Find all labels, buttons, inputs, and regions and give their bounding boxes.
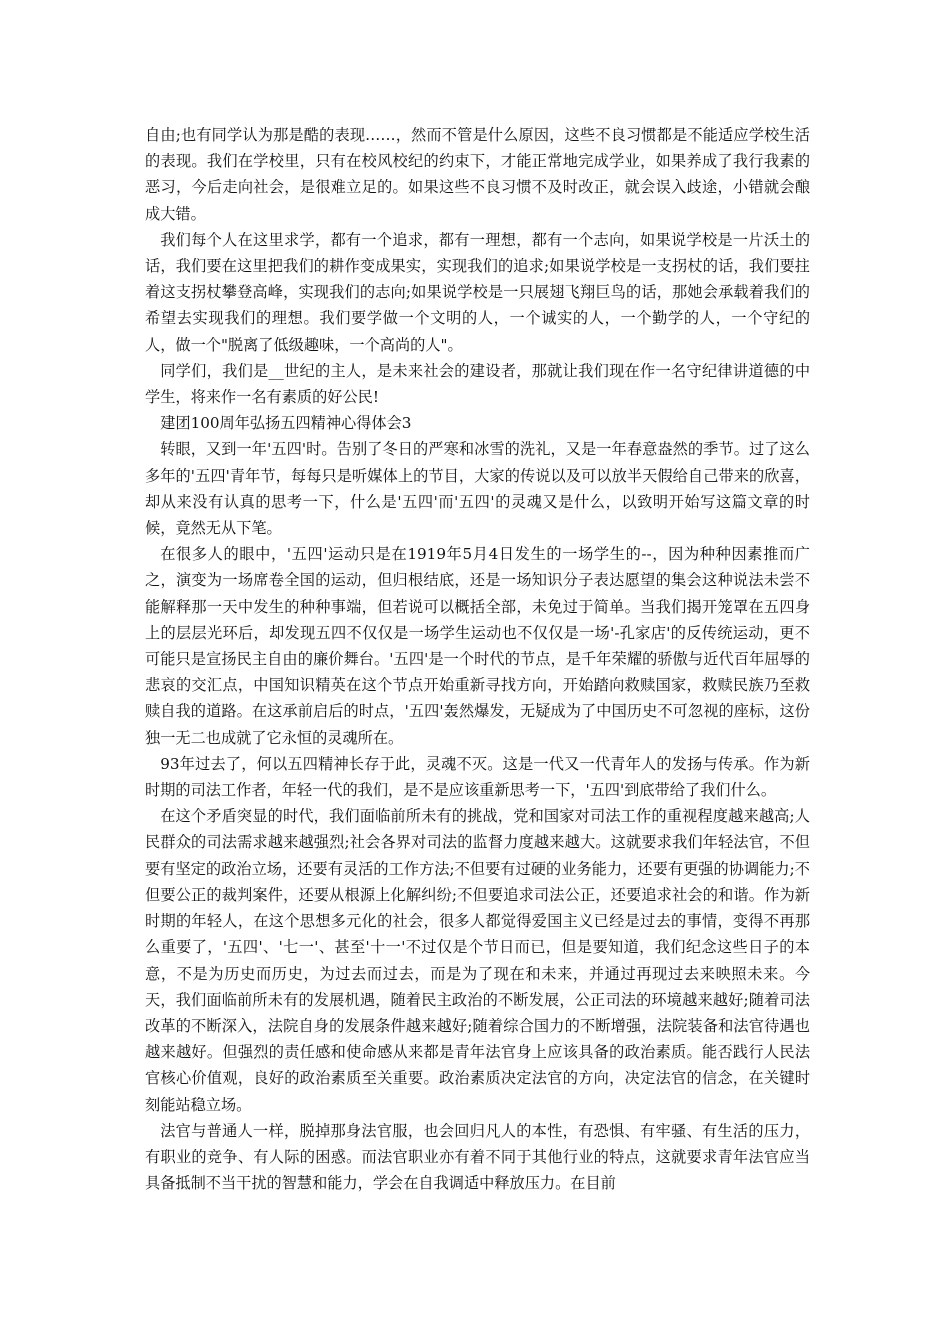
paragraph-2: 我们每个人在这里求学，都有一个追求，都有一理想，都有一个志向，如果说学校是一片沃土的话，我们要在这里把我们的耕作变成果实，实现我们的追求;如果说学校是一支拐杖的话，我们要拄着这支拐杖攀登高峰，实现我们的志向;如果说学校是一只展翅飞翔巨鸟的话，那她会承载着我们的希望去实现我们的理想。我们要学做一个文明的人，一个诚实的人，一个勤学的人，一个守纪的人，做一个"脱离了低级趣味，一个高尚的人"。	[145, 230, 810, 354]
document-body	[145, 122, 810, 1196]
paragraph-1: 自由;也有同学认为那是酷的表现……，然而不管是什么原因，这些不良习惯都是不能适应学校生活的表现。我们在学校里，只有在校风校纪的约束下，才能正常地完成学业，如果养成了我行我素的恶习，今后走向社会，是很难立足的。如果这些不良习惯不及时改正，就会误入歧途，小错就会酿成大错。	[145, 126, 810, 223]
paragraph-6: 93年过去了，何以五四精神长存于此，灵魂不灭。这是一代又一代青年人的发扬与传承。作为新时期的司法工作者，年轻一代的我们，是不是应该重新思考一下，'五四'到底带给了我们什么。	[145, 754, 810, 800]
paragraph-8: 法官与普通人一样，脱掉那身法官服，也会回归凡人的本性，有恐惧、有牢骚、有生活的压力，有职业的竞争、有人际的困惑。而法官职业亦有着不同于其他行业的特点，这就要求青年法官应当具备抵制不当干扰的智慧和能力，学会在自我调适中释放压力。在目前	[145, 1121, 810, 1193]
paragraph-4: 转眼，又到一年'五四'时。告别了冬日的严寒和冰雪的洗礼，又是一年春意盎然的季节。过了这么多年的'五四'青年节，每每只是听媒体上的节目，大家的传说以及可以放半天假给自己带来的欣喜，却从来没有认真的思考一下，什么是'五四'而'五四'的灵魂又是什么，以致明开始写这篇文章的时候，竟然无从下笔。	[145, 440, 810, 538]
paragraph-3: 同学们，我们是__世纪的主人，是未来社会的建设者，那就让我们现在作一名守纪律讲道德的中学生，将来作一名有素质的好公民!	[145, 361, 810, 407]
paragraph-5: 在很多人的眼中，'五四'运动只是在1919年5月4日发生的一场学生的--，因为种种因素推而广之，演变为一场席卷全国的运动，但归根结底，还是一场知识分子表达愿望的集会这种说法未尝不能解释那一天中发生的种种事端，但若说可以概括全部，未免过于简单。当我们揭开笼罩在五四身上的层层光环后，却发现五四不仅仅是一场学生运动也不仅仅是一场'-孔家店'的反传统运动，更不可能只是宣扬民主自由的廉价舞台。'五四'是一个时代的节点，是千年荣耀的骄傲与近代百年屈辱的悲哀的交汇点，中国知识精英在这个节点开始重新寻找方向，开始踏向救赎国家，救赎民族乃至救赎自我的道路。在这承前启后的时点，'五四'轰然爆发，无疑成为了中国历史不可忽视的座标，这份独一无二也成就了它永恒的灵魂所在。	[145, 545, 810, 747]
paragraph-7: 在这个矛盾突显的时代，我们面临前所未有的挑战，党和国家对司法工作的重视程度越来越高;人民群众的司法需求越来越强烈;社会各界对司法的监督力度越来越大。这就要求我们年轻法官，不但要有坚定的政治立场，还要有灵活的工作方法;不但要有过硬的业务能力，还要有更强的协调能力;不但要公正的裁判案件，还要从根源上化解纠纷;不但要追求司法公正，还要追求社会的和谐。作为新时期的年轻人，在这个思想多元化的社会，很多人都觉得爱国主义已经是过去的事情，变得不再那么重要了，'五四'、'七一'、甚至'十一'不过仅是个节日而已，但是要知道，我们纪念这些日子的本意，不是为历史而历史，为过去而过去，而是为了现在和未来，并通过再现过去来映照未来。今天，我们面临前所未有的发展机遇，随着民主政治的不断发展，公正司法的环境越来越好;随着司法改革的不断深入，法院自身的发展条件越来越好;随着综合国力的不断增强，法院装备和法官待遇也越来越好。但强烈的责任感和使命感从来都是青年法官身上应该具备的政治素质。能否践行人民法官核心价值观，良好的政治素质至关重要。政治素质决定法官的方向，决定法官的信念，在关键时刻能站稳立场。	[145, 807, 810, 1114]
section-heading: 建团100周年弘扬五四精神心得体会3	[160, 414, 412, 433]
